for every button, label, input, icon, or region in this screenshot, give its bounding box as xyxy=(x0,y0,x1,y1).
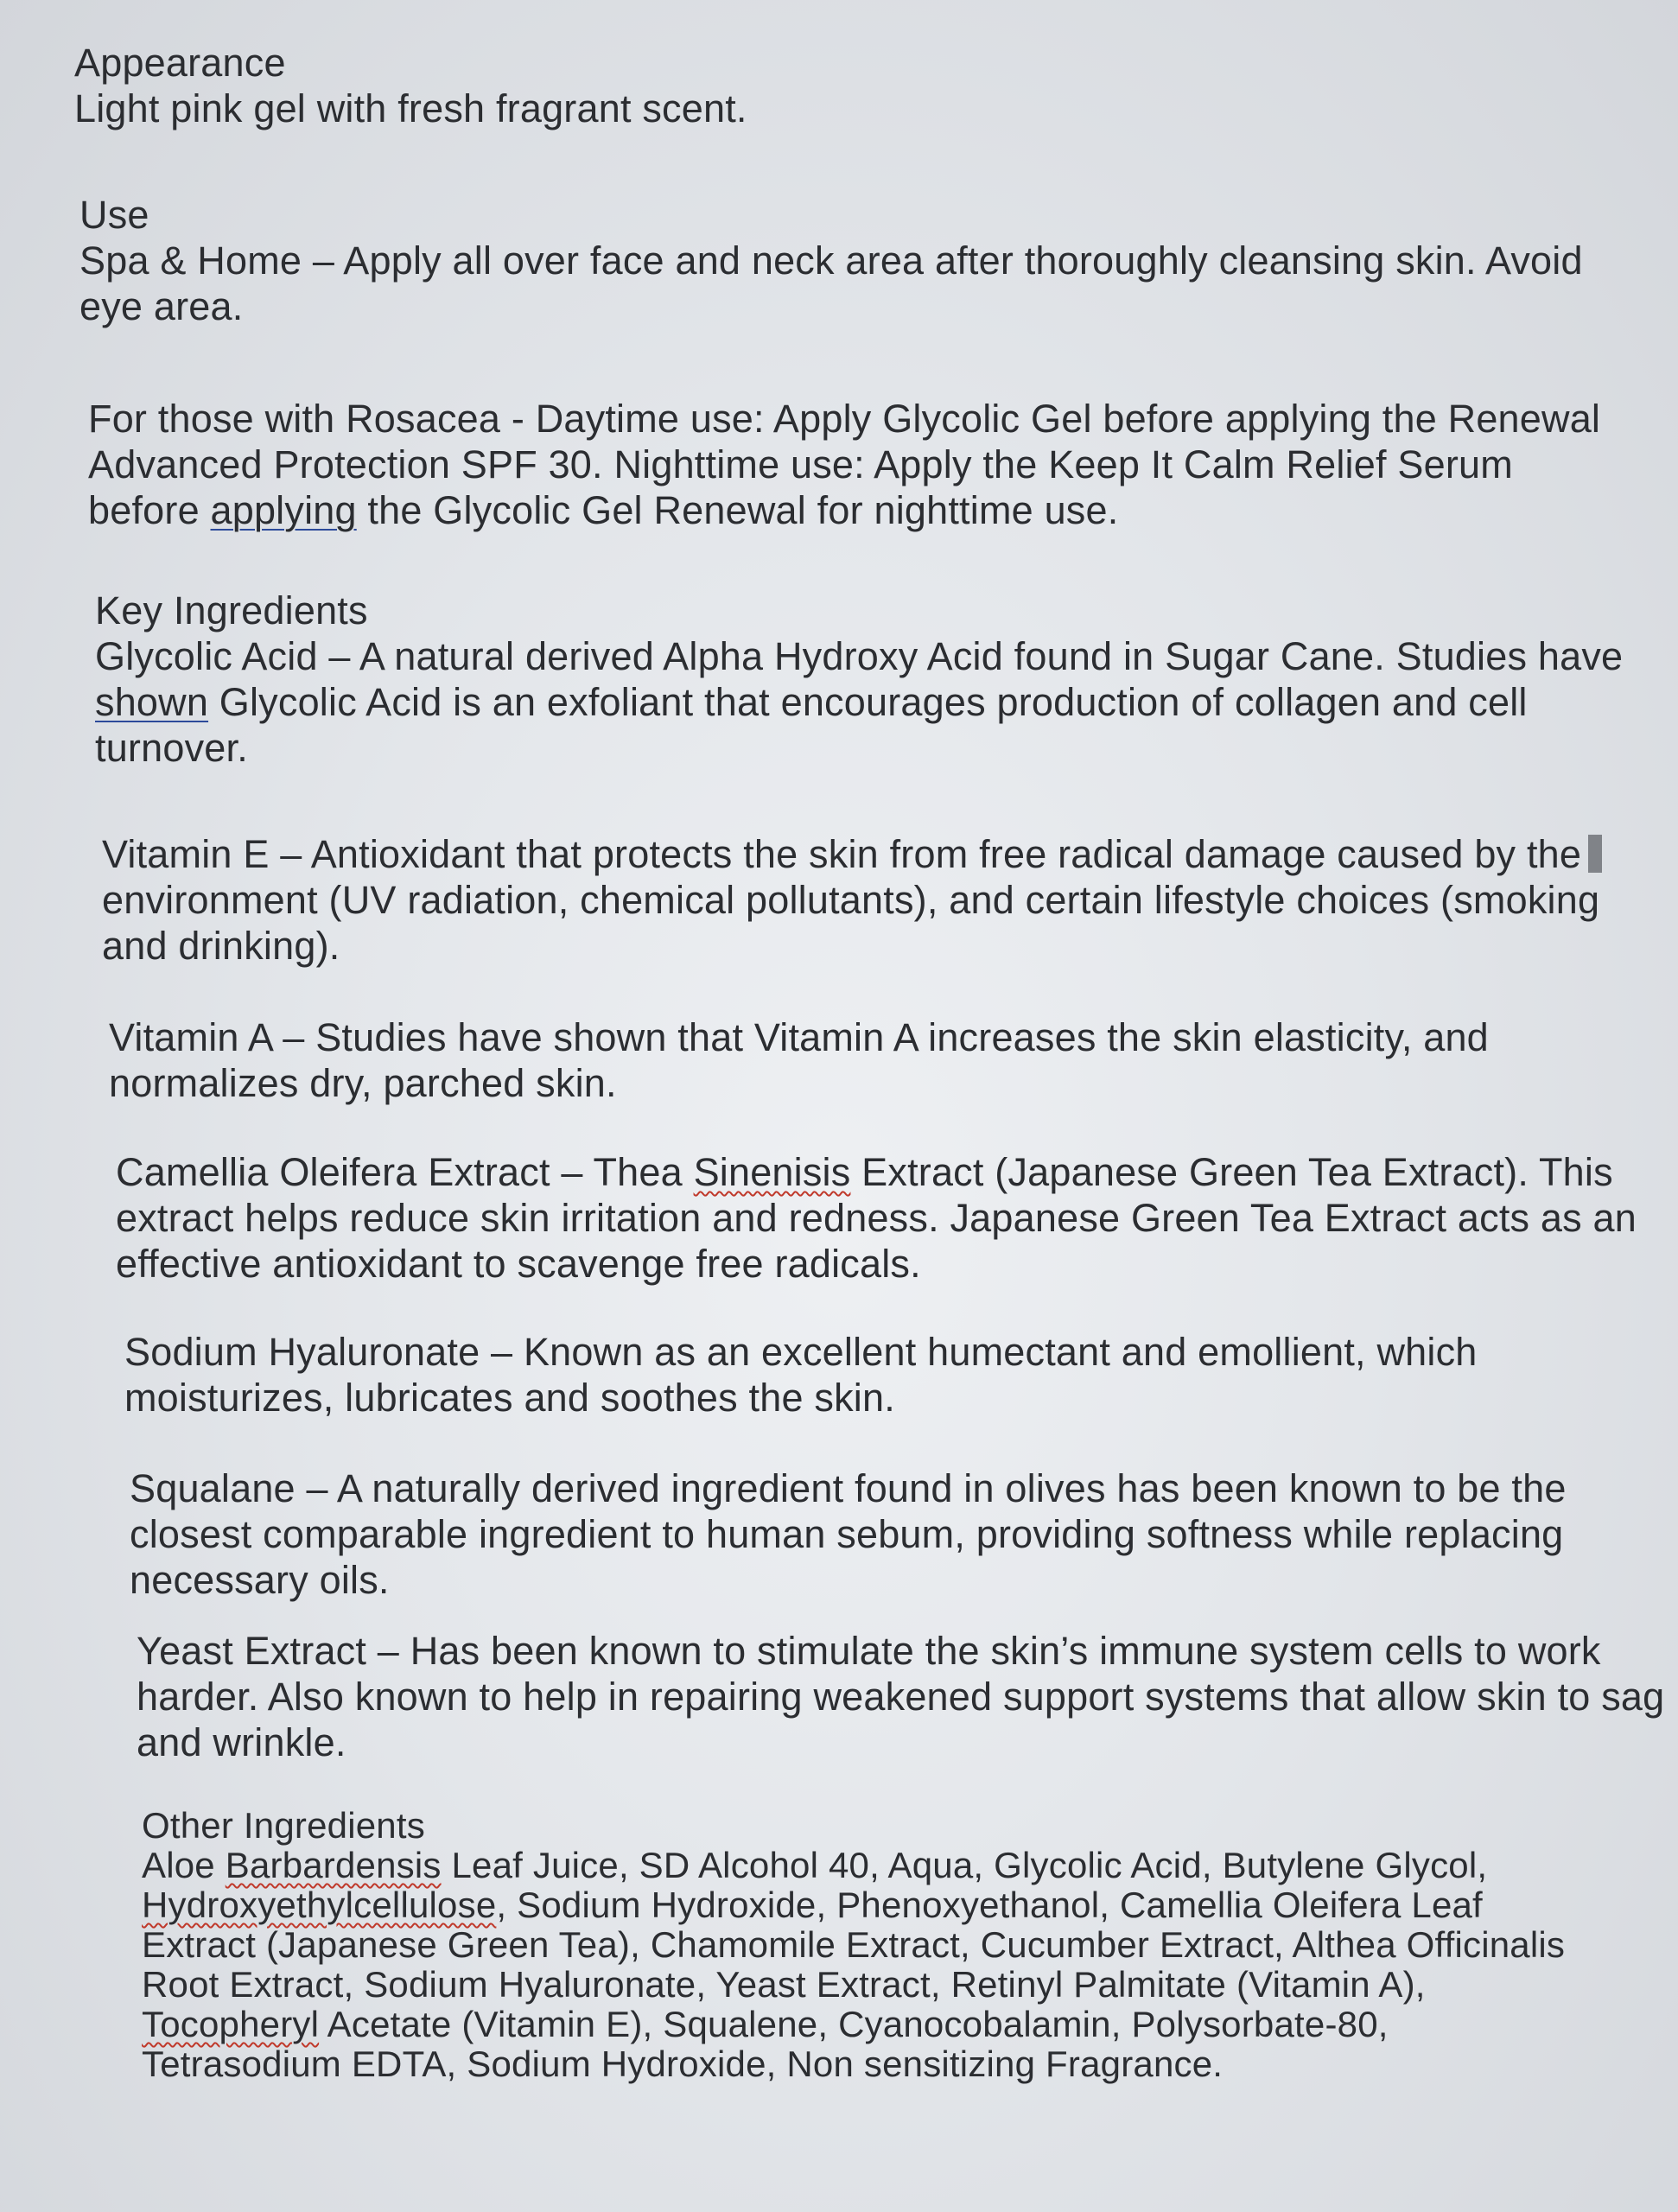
other-ingredients-part-3: , Sodium Hydroxide, Phenoxyethanol, Camellia Oleifera Leaf Extract (Japanese Green Tea), Chamomile Extract, Cucumber Extract, Althea Officinalis Root Extract, Sodium Hyaluronate, Yeast Extract, Retinyl Palmitate (Vitamin A), xyxy=(142,1885,1566,2005)
text-cursor-icon xyxy=(1588,835,1602,873)
glycolic-acid-text xyxy=(95,633,1623,771)
spellcheck-flag[interactable]: Tocopheryl xyxy=(142,2004,320,2044)
camellia-text xyxy=(116,1149,1637,1287)
glycolic-link[interactable]: shown xyxy=(95,680,209,724)
squalane-section xyxy=(130,1465,1567,1603)
squalane-text: Squalane – A naturally derived ingredient found in olives has been known to be the closest comparable ingredient to human sebum, providing softness while replacing necessary oils. xyxy=(130,1466,1567,1602)
vitamin-e-line-1: Vitamin E – Antioxidant that protects the skin from free radical damage caused by the xyxy=(102,832,1582,876)
rosacea-link[interactable]: applying xyxy=(210,488,357,532)
sodium-hyaluronate-text: Sodium Hyaluronate – Known as an excellent humectant and emollient, which moisturizes, lubricates and soothes the skin. xyxy=(124,1330,1478,1420)
use-section xyxy=(79,192,1583,329)
spellcheck-flag[interactable]: Barbardensis xyxy=(225,1845,442,1885)
other-ingredients-heading: Other Ingredients xyxy=(142,1805,425,1846)
vitamin-a-section xyxy=(109,1014,1489,1106)
appearance-heading: Appearance xyxy=(74,41,286,85)
appearance-text: Light pink gel with fresh fragrant scent. xyxy=(74,86,747,130)
camellia-text-part-1: Camellia Oleifera Extract – Thea xyxy=(116,1150,694,1194)
sodium-hyaluronate-section xyxy=(124,1329,1478,1421)
glycolic-text-part-1: Glycolic Acid – A natural derived Alpha Hydroxy Acid found in Sugar Cane. Studies have xyxy=(95,634,1624,678)
glycolic-text-part-2: Glycolic Acid is an exfoliant that encourages production of collagen and cell turnover. xyxy=(95,680,1528,770)
spellcheck-flag[interactable]: Sinenisis xyxy=(693,1150,851,1194)
other-ingredients-part-1: Aloe xyxy=(142,1845,226,1885)
key-ingredients-section xyxy=(95,588,1623,771)
rosacea-text xyxy=(88,396,1600,533)
other-ingredients-text xyxy=(142,1846,1565,2084)
other-ingredients-part-2: Leaf Juice, SD Alcohol 40, Aqua, Glycolic Acid, Butylene Glycol, xyxy=(451,1845,1488,1885)
camellia-section xyxy=(116,1149,1637,1287)
rosacea-text-part-1: For those with Rosacea - Daytime use: Apply Glycolic Gel before applying the Renewal Advanced Protection SPF 30. Nighttime use: Apply the Keep It Calm Relief Serum before xyxy=(88,397,1601,532)
use-spa-home-text: Spa & Home – Apply all over face and neck area after thoroughly cleansing skin. Avoid eye area. xyxy=(79,238,1583,328)
other-ingredients-section xyxy=(142,1806,1565,2084)
spellcheck-flag[interactable]: Hydroxyethylcellulose xyxy=(142,1885,497,1925)
vitamin-e-line-2: environment (UV radiation, chemical pollutants), and certain lifestyle choices (smoking and drinking). xyxy=(102,878,1600,968)
rosacea-text-part-2: the Glycolic Gel Renewal for nighttime use. xyxy=(356,488,1119,532)
yeast-extract-section xyxy=(137,1628,1664,1765)
appearance-section xyxy=(74,40,747,131)
rosacea-section xyxy=(88,396,1600,533)
vitamin-e-text xyxy=(102,831,1602,969)
use-heading: Use xyxy=(79,193,149,237)
camellia-text-part-2: Extract (Japanese Green Tea Extract). This extract helps reduce skin irritation and redness. Japanese Green Tea Extract acts as an effective antioxidant to scavenge free radicals. xyxy=(116,1150,1637,1286)
vitamin-a-text: Vitamin A – Studies have shown that Vitamin A increases the skin elasticity, and normalizes dry, parched skin. xyxy=(109,1015,1489,1105)
other-ingredients-part-4: Acetate (Vitamin E), Squalene, Cyanocobalamin, Polysorbate-80, Tetrasodium EDTA, Sodium Hydroxide, Non sensitizing Fragrance. xyxy=(142,2004,1389,2084)
vitamin-e-section xyxy=(102,831,1602,969)
key-ingredients-heading: Key Ingredients xyxy=(95,588,368,632)
yeast-extract-text: Yeast Extract – Has been known to stimulate the skin’s immune system cells to work harder. Also known to help in repairing weakened support systems that allow skin to sag and wrinkle. xyxy=(137,1629,1665,1764)
